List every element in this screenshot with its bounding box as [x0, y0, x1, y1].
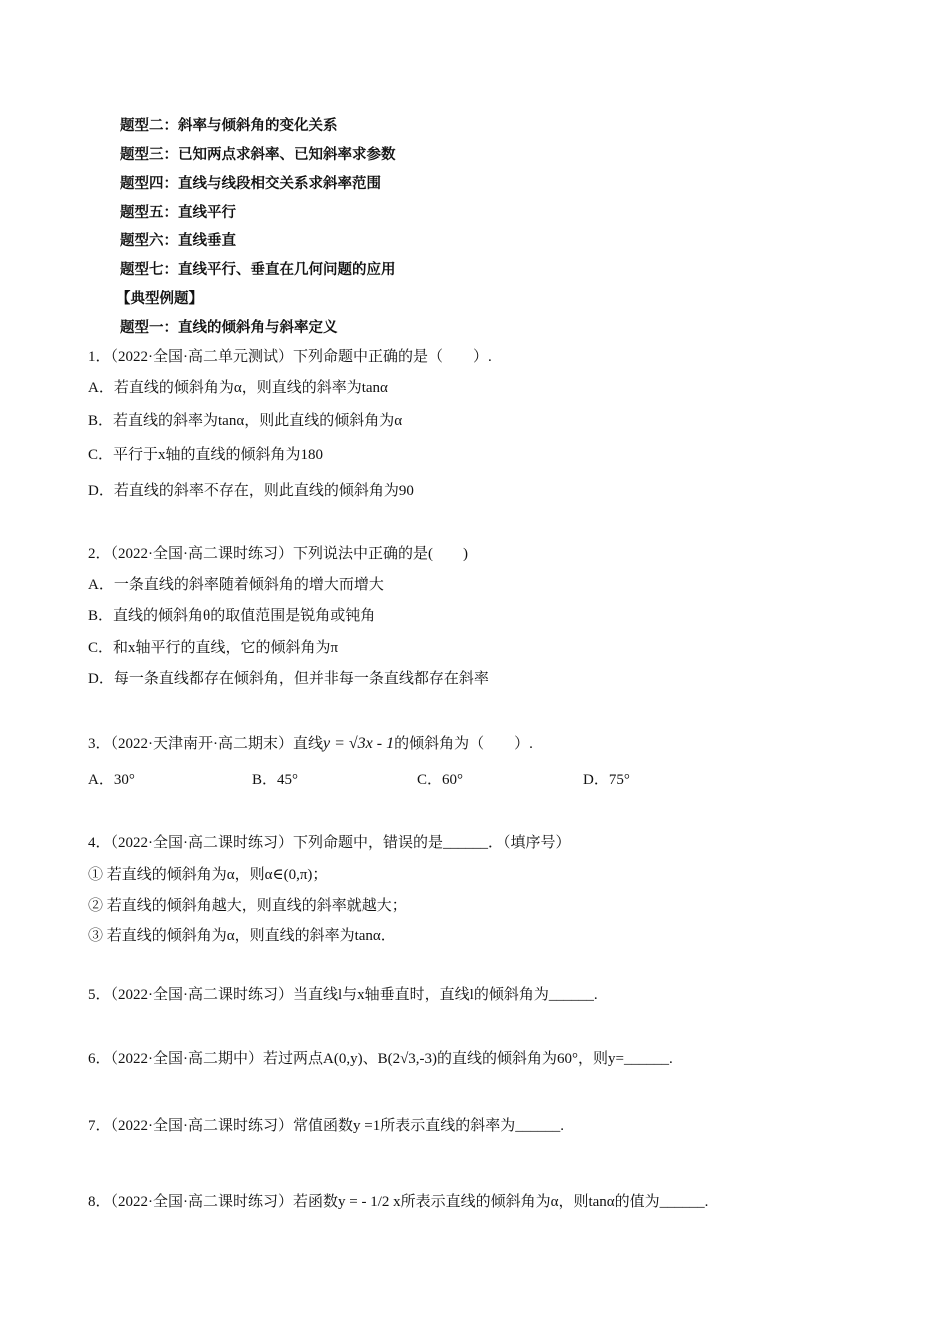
- q4-item-3: ③ 若直线的倾斜角为α，则直线的斜率为tanα．: [88, 928, 396, 944]
- q3-equation: y = √3x - 1: [323, 735, 395, 752]
- q3-stem-prefix: 3．（2022·天津南开·高二期末）直线: [88, 736, 323, 752]
- q1-option-d: D．若直线的斜率不存在，则此直线的倾斜角为90: [88, 483, 414, 499]
- q2-option-b: B．直线的倾斜角θ的取值范围是锐角或钝角: [88, 608, 376, 624]
- q4-item-1: ① 若直线的倾斜角为α，则α∈(0,π)；: [88, 867, 328, 883]
- toc-type-5: 题型五：直线平行: [120, 205, 236, 221]
- q1-option-a: A．若直线的倾斜角为α，则直线的斜率为tanα: [88, 380, 388, 396]
- q3-option-d: D．75°: [583, 772, 630, 788]
- q1-option-c: C．平行于x轴的直线的倾斜角为180: [88, 447, 324, 463]
- q3-option-c: C．60°: [417, 772, 464, 788]
- q5-stem: 5．（2022·全国·高二课时练习）当直线l与x轴垂直时，直线l的倾斜角为______.: [88, 987, 598, 1003]
- toc-type-7: 题型七：直线平行、垂直在几何问题的应用: [120, 262, 396, 278]
- section-heading-examples: 【典型例题】: [116, 291, 203, 307]
- q3-option-a: A．30°: [88, 772, 135, 788]
- q2-option-d: D．每一条直线都存在倾斜角，但并非每一条直线都存在斜率: [88, 671, 489, 687]
- q4-item-2: ② 若直线的倾斜角越大，则直线的斜率就越大；: [88, 898, 407, 914]
- toc-type-6: 题型六：直线垂直: [120, 233, 236, 249]
- toc-type-2: 题型二：斜率与倾斜角的变化关系: [120, 118, 338, 134]
- q1-option-b: B．若直线的斜率为tanα，则此直线的倾斜角为α: [88, 413, 403, 429]
- toc-type-4: 题型四：直线与线段相交关系求斜率范围: [120, 176, 381, 192]
- q2-stem: 2．（2022·全国·高二课时练习）下列说法中正确的是( ): [88, 546, 468, 562]
- q1-stem: 1．（2022·全国·高二单元测试）下列命题中正确的是（ ）.: [88, 349, 492, 365]
- q2-option-a: A．一条直线的斜率随着倾斜角的增大而增大: [88, 577, 384, 593]
- q2-option-c: C．和x轴平行的直线，它的倾斜角为π: [88, 640, 339, 656]
- q8-stem: 8．（2022·全国·高二课时练习）若函数y = - 1/2 x所表示直线的倾斜角为α，则tanα的值为______.: [88, 1194, 709, 1210]
- q3-stem: [88, 734, 533, 754]
- toc-type-3: 题型三：已知两点求斜率、已知斜率求参数: [120, 147, 396, 163]
- q3-stem-suffix: 的倾斜角为（ ）.: [394, 736, 533, 752]
- q6-stem: 6．（2022·全国·高二期中）若过两点A(0,y)、B(2√3,-3)的直线的倾斜角为60°，则y=______.: [88, 1051, 673, 1067]
- q4-stem: 4．（2022·全国·高二课时练习）下列命题中，错误的是______．（填序号）: [88, 835, 571, 851]
- q3-option-b: B．45°: [252, 772, 299, 788]
- section-heading-type-1: 题型一：直线的倾斜角与斜率定义: [120, 320, 338, 336]
- q7-stem: 7．（2022·全国·高二课时练习）常值函数y =1所表示直线的斜率为______.: [88, 1118, 564, 1134]
